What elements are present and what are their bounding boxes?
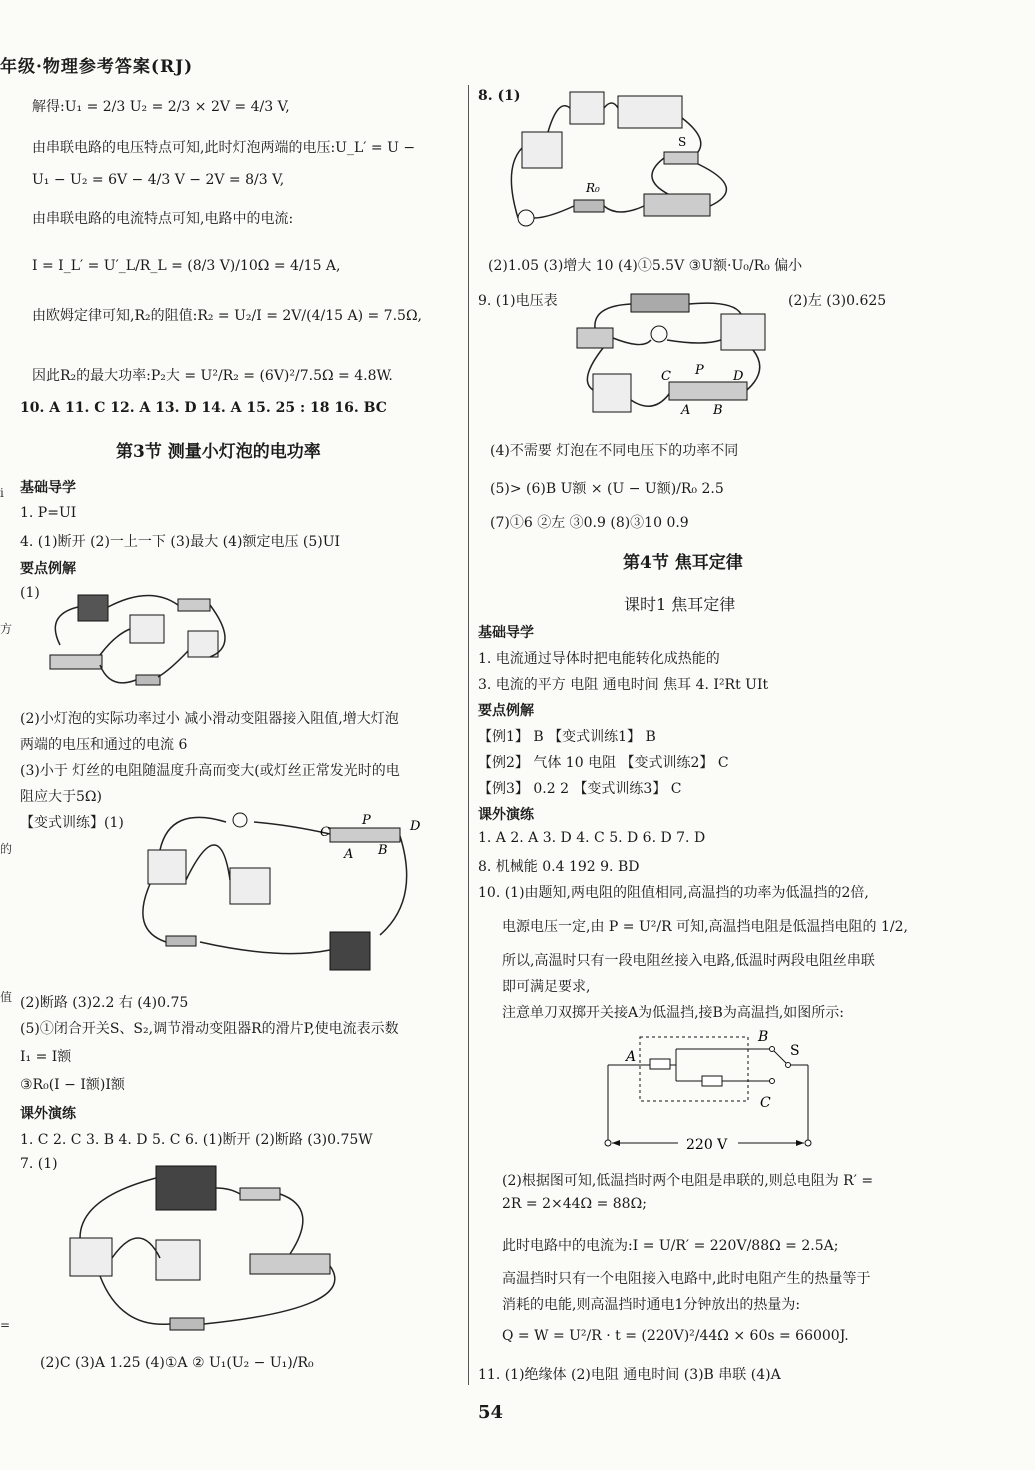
answer-line: 7. (1): [20, 1156, 58, 1172]
label-C: C: [320, 825, 330, 840]
text-line: 由串联电路的电压特点可知,此时灯泡两端的电压:U_L′ = U −: [32, 140, 416, 156]
text-line: 由串联电路的电流特点可知,电路中的电流:: [32, 211, 294, 227]
answer-line: (2)1.05 (3)增大 10 (4)①5.5V ③U额·U₀/R₀ 偏小: [488, 258, 803, 274]
answer-line: (5)①闭合开关S、S₂,调节滑动变阻器R的滑片P,使电流表示数: [20, 1021, 399, 1037]
answer-line: I₁ = I额: [20, 1049, 72, 1065]
answer-line: 【例3】 0.2 2 【变式训练3】 C: [478, 781, 682, 797]
edge-mark: i: [0, 486, 4, 500]
label-B: B: [713, 403, 723, 418]
answer-line: 此时电路中的电流为:I = U/R′ = 220V/88Ω = 2.5A;: [502, 1238, 839, 1254]
answer-line: 1. A 2. A 3. D 4. C 5. D 6. D 7. D: [478, 830, 706, 846]
page-header: 年级·物理参考答案(RJ): [0, 57, 194, 77]
answer-line: 即可满足要求,: [502, 979, 591, 995]
text-line: U₁ − U₂ = 6V − 4/3 V − 2V = 8/3 V,: [32, 172, 285, 188]
right-column: [478, 0, 1018, 1400]
text-line: I = I_L′ = U′_L/R_L = (8/3 V)/10Ω = 4/15 A,: [32, 258, 341, 274]
answer-line: 所以,高温时只有一段电阻丝接入电路,低温时两段电阻丝串联: [502, 953, 875, 969]
answer-line: 10. (1)由题知,两电阻的阻值相同,高温挡的功率为低温挡的2倍,: [478, 885, 869, 901]
answer-line: 8. (1): [478, 88, 521, 104]
label-B: B: [758, 1029, 769, 1045]
circuit-diagram: [40, 585, 240, 700]
circuit-diagram: [508, 88, 758, 238]
label-A: A: [681, 403, 691, 418]
label-S: S: [790, 1043, 800, 1059]
answer-line: (3)小于 灯丝的电阻随温度升高而变大(或灯丝正常发光时的电: [20, 763, 400, 779]
answer-line: (4)不需要 灯泡在不同电压下的功率不同: [490, 443, 739, 459]
answer-line: 10. A 11. C 12. A 13. D 14. A 15. 25 : 18 16. BC: [20, 400, 387, 416]
subsection-title: 基础导学: [20, 480, 76, 496]
circuit-diagram: [130, 810, 450, 985]
left-column: [20, 0, 470, 1400]
answer-line: (2)左 (3)0.625: [788, 293, 887, 309]
answer-line: (5)> (6)B U额 × (U − U额)/R₀ 2.5: [490, 481, 724, 497]
text-line: 由欧姆定律可知,R₂的阻值:R₂ = U₂/I = 2V/(4/15 A) = 7.5Ω,: [32, 308, 423, 324]
answer-line: 1. C 2. C 3. B 4. D 5. C 6. (1)断开 (2)断路 (3)0.75W: [20, 1132, 373, 1148]
label-A: A: [626, 1049, 637, 1065]
page-number: 54: [478, 1402, 504, 1423]
answer-line: 【变式训练】(1): [20, 815, 124, 831]
label-C: C: [760, 1095, 771, 1111]
subsection-title: 基础导学: [478, 625, 534, 641]
answer-line: 8. 机械能 0.4 192 9. BD: [478, 859, 640, 875]
text-line: 解得:U₁ = 2/3 U₂ = 2/3 × 2V = 4/3 V,: [32, 99, 290, 115]
lesson-title: 课时1 焦耳定律: [624, 595, 736, 614]
label-P: P: [362, 813, 371, 828]
answer-line: 1. P=UI: [20, 505, 77, 521]
answer-line: 4. (1)断开 (2)一上一下 (3)最大 (4)额定电压 (5)UI: [20, 534, 341, 550]
answer-line: (2)根据图可知,低温挡时两个电阻是串联的,则总电阻为 R′ =: [502, 1173, 874, 1189]
edge-mark: 方: [0, 622, 13, 636]
answer-line: 【例1】 B 【变式训练1】 B: [478, 729, 656, 745]
label-D: D: [733, 369, 744, 384]
answer-line: 高温挡时只有一个电阻接入电路中,此时电阻产生的热量等于: [502, 1271, 871, 1287]
label-C: C: [661, 369, 671, 384]
label-R0: R₀: [586, 181, 600, 195]
edge-mark: 值: [0, 990, 13, 1004]
subsection-title: 课外演练: [478, 807, 534, 823]
label-voltage: 220 V: [686, 1137, 728, 1153]
label-A: A: [344, 847, 354, 862]
label-B: B: [378, 843, 388, 858]
label-P: P: [695, 363, 704, 378]
section-title: 第3节 测量小灯泡的电功率: [116, 442, 321, 462]
edge-mark: 的: [0, 842, 13, 856]
answer-line: (7)①6 ②左 ③0.9 (8)③10 0.9: [490, 515, 689, 531]
heater-circuit-diagram: [598, 1025, 828, 1160]
answer-line: 9. (1)电压表: [478, 293, 558, 309]
answer-line: 阻应大于5Ω): [20, 789, 102, 805]
section-title: 第4节 焦耳定律: [623, 553, 743, 573]
text-line: 因此R₂的最大功率:P₂大 = U²/R₂ = (6V)²/7.5Ω = 4.8W.: [32, 368, 393, 384]
answer-line: 3. 电流的平方 电阻 通电时间 焦耳 4. I²Rt UIt: [478, 677, 769, 693]
edge-mark: =: [0, 1318, 11, 1332]
answer-line: (2)断路 (3)2.2 右 (4)0.75: [20, 995, 189, 1011]
label-D: D: [410, 819, 421, 834]
answer-line: 注意单刀双掷开关接A为低温挡,接B为高温挡,如图所示:: [502, 1005, 845, 1021]
answer-line: 电源电压一定,由 P = U²/R 可知,高温挡电阻是低温挡电阻的 1/2,: [502, 919, 908, 935]
circuit-diagram: [573, 290, 773, 430]
answer-line: 消耗的电能,则高温挡时通电1分钟放出的热量为:: [502, 1297, 801, 1313]
circuit-diagram: [60, 1158, 380, 1338]
answer-line: 2R = 2×44Ω = 88Ω;: [502, 1196, 647, 1212]
subsection-title: 要点例解: [20, 561, 76, 577]
subsection-title: 课外演练: [20, 1106, 76, 1122]
answer-line: ③R₀(I − I额)I额: [20, 1077, 125, 1093]
label-S: S: [678, 135, 687, 149]
answer-line: (2)小灯泡的实际功率过小 减小滑动变阻器接入阻值,增大灯泡: [20, 711, 399, 727]
answer-line: (2)C (3)A 1.25 (4)①A ② U₁(U₂ − U₁)/R₀: [40, 1355, 314, 1371]
answer-line: (1): [20, 585, 40, 601]
subsection-title: 要点例解: [478, 703, 534, 719]
answer-line: Q = W = U²/R · t = (220V)²/44Ω × 60s = 66000J.: [502, 1328, 849, 1344]
answer-line: 11. (1)绝缘体 (2)电阻 通电时间 (3)B 串联 (4)A: [478, 1367, 781, 1383]
answer-line: 两端的电压和通过的电流 6: [20, 737, 188, 753]
answer-line: 【例2】 气体 10 电阻 【变式训练2】 C: [478, 755, 729, 771]
answer-line: 1. 电流通过导体时把电能转化成热能的: [478, 651, 720, 667]
